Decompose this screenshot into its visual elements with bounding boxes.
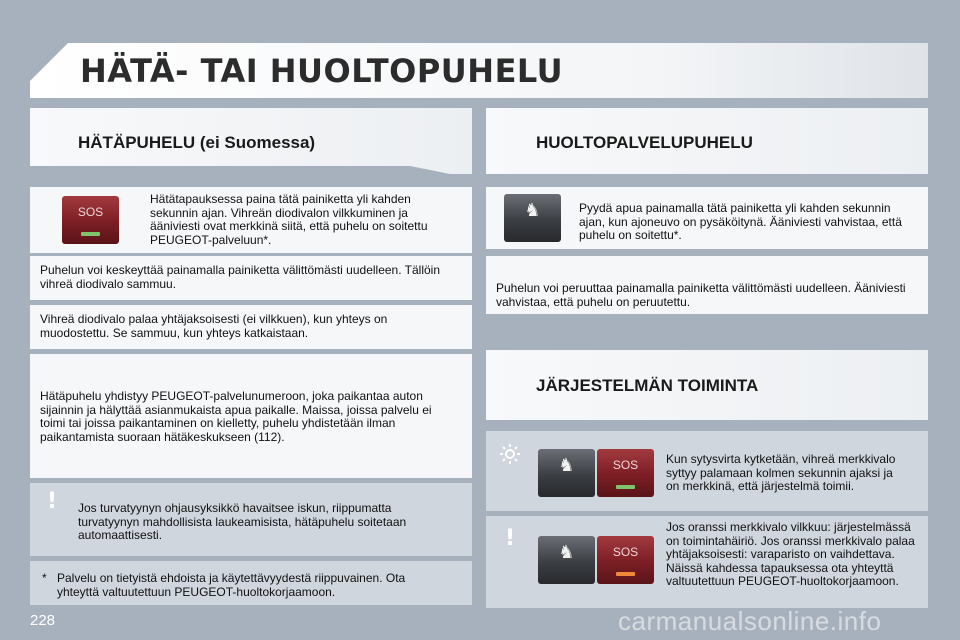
ignition-check-text: Kun sytysvirta kytketään, vihreä merkkivalo syttyy palamaan kolmen sekunnin ajaksi ja on merkkinä, että järjestelmä toimii. (666, 452, 896, 493)
sos-button-icon (597, 449, 654, 497)
assist-button-icon (538, 449, 595, 497)
warning-exclamation-icon (40, 487, 64, 513)
warning-exclamation-icon (498, 524, 522, 550)
peugeot-lion-icon: ♞ (558, 542, 575, 563)
peugeot-assist-button-icon (504, 194, 561, 242)
emergency-cancel-box (30, 256, 472, 300)
service-call-heading: HUOLTOPALVELUPUHELU (536, 133, 753, 152)
peugeot-lion-icon: ♞ (558, 455, 575, 476)
emergency-connected-box (30, 305, 472, 349)
service-intro-box (486, 187, 928, 249)
sos-button-label: SOS (77, 205, 104, 219)
service-intro-text: Pyydä apua painamalla tätä painiketta yli kahden sekunnin ajan, kun ajoneuvo on pysäköitynä. Ääniviesti vahvistaa, että puhelu on soitettu*. (579, 201, 902, 242)
page-number: 228 (30, 612, 56, 629)
service-cancel-text: Puhelun voi peruuttaa painamalla painiketta välittömästi uudelleen. Ääniviesti vahvistaa, että puhelu on peruutettu. (496, 281, 906, 309)
ignition-check-box (486, 431, 928, 511)
emergency-location-text: Hätäpuhelu yhdistyy PEUGEOT-palvelunumeroon, joka paikantaa auton sijainnin ja hälyttää asianmukaista apua paikalle. Maissa, joissa palvelu ei toimi tai joissa paikantaminen on kielletty, puhelu yhdistetään ilman paikantamista suoraan hätäkeskukseen (112). (40, 389, 432, 444)
footnote-text: Palvelu on tietyistä ehdoista ja käytettävyydestä riippuvainen. Ota yhteyttä valtuutettuun PEUGEOT-huoltokorjaamoon. (57, 571, 406, 599)
emergency-intro-box (30, 187, 472, 253)
assist-button-icon (538, 536, 595, 584)
footnote-box (30, 561, 472, 605)
emergency-intro-text: Hätätapauksessa paina tätä painiketta yli kahden sekunnin ajan. Vihreän diodivalon vilkkuminen ja ääniviesti ovat merkkinä siitä, että puhelu on soitettu PEUGEOT-palveluun*. (150, 192, 428, 247)
green-led-icon (616, 485, 635, 489)
emergency-connected-text: Vihreä diodivalo palaa yhtäjaksoisesti (ei vilkkuen), kun yhteys on muodostettu. Se sammuu, kun yhteys katkaistaan. (40, 312, 388, 340)
svg-text:!: ! (504, 526, 516, 550)
emergency-cancel-text: Puhelun voi keskeyttää painamalla painiketta välittömästi uudelleen. Tällöin vihreä diodivalo sammuu. (40, 263, 441, 291)
emergency-call-heading: HÄTÄPUHELU (ei Suomessa) (78, 133, 316, 152)
sos-button-icon (597, 536, 654, 584)
watermark: carmanualsonline.info (618, 606, 882, 636)
svg-text:!: ! (46, 489, 58, 513)
sos-button-label: SOS (612, 458, 639, 472)
system-operation-heading: JÄRJESTELMÄN TOIMINTA (536, 376, 759, 395)
footnote-mark: * (42, 571, 47, 585)
sos-button-icon (62, 196, 119, 244)
green-led-icon (81, 232, 100, 236)
airbag-warning-box (30, 483, 472, 556)
emergency-location-box (30, 354, 472, 478)
page-title: HÄTÄ- TAI HUOLTOPUHELU (80, 52, 564, 90)
airbag-warning-text: Jos turvatyynyn ohjausyksikkö havaitsee iskun, riippumatta turvatyynyn mahdollisista laukeamisista, hätäpuhelu soitetaan automaattisesti. (78, 501, 407, 542)
peugeot-lion-icon: ♞ (524, 200, 541, 221)
orange-led-text: Jos oranssi merkkivalo vilkkuu: järjestelmässä on toimintahäiriö. Jos oranssi merkkivalo palaa yhtäjaksoisesti: varaparisto on vaihdettava. Näissä kahdessa tapauksessa ota yhteyttä valtuutettuun PEUGEOT-huoltokorjaamoon. (666, 520, 915, 588)
orange-led-box (486, 516, 928, 608)
orange-led-icon (616, 572, 635, 576)
service-cancel-box (486, 256, 928, 314)
light-bulb-icon (498, 441, 522, 467)
sos-button-label: SOS (612, 545, 639, 559)
